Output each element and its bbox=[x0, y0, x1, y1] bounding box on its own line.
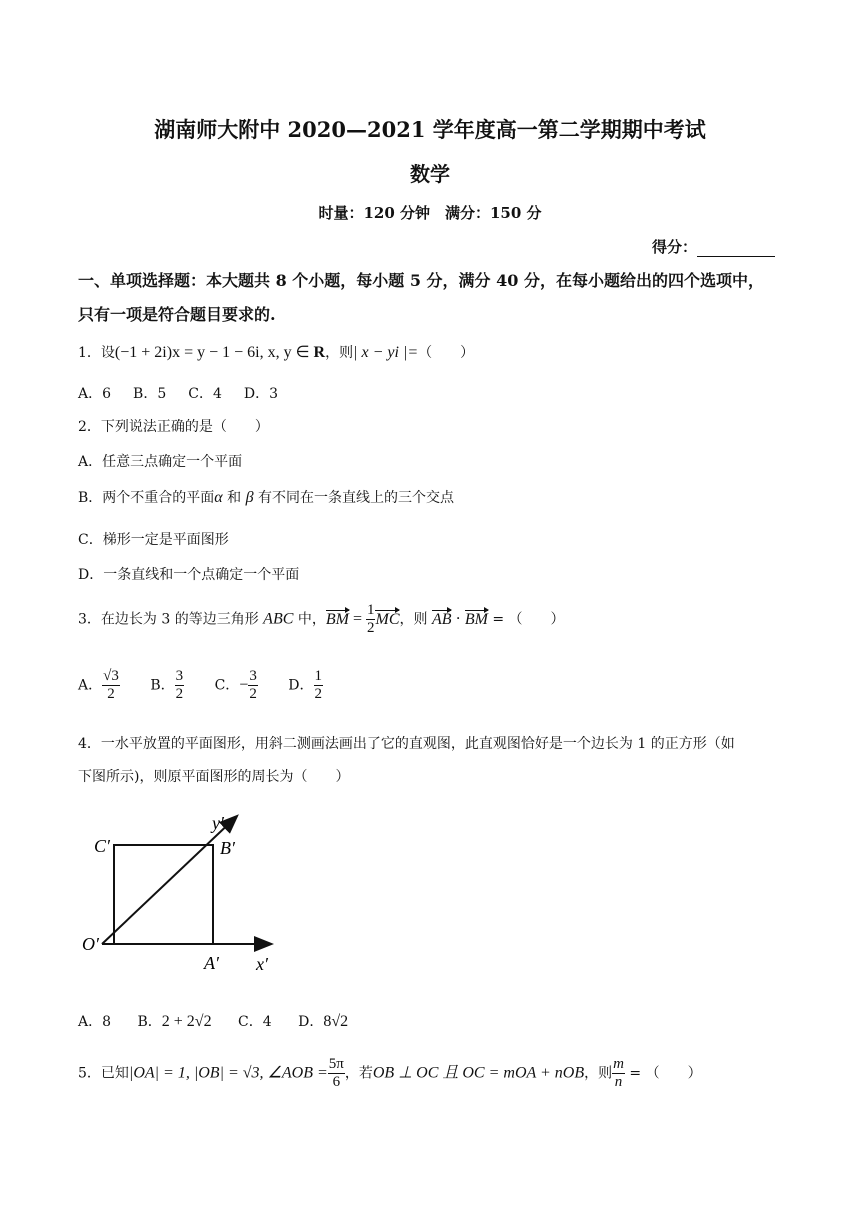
label-a-prime: A′ bbox=[204, 953, 219, 973]
q4-option-d: D．8√2 bbox=[298, 1013, 349, 1030]
q1-paren: （ ） bbox=[418, 345, 475, 361]
y-axis-diagonal bbox=[102, 817, 236, 944]
question-5-stem bbox=[78, 1056, 702, 1091]
q3-option-d: D． $\frac{1}{2}$ bbox=[288, 668, 322, 702]
question-2-stem: 2．下列说法正确的是（ ） bbox=[78, 419, 269, 435]
square-figure bbox=[114, 845, 213, 944]
q3-vector-bm: BM bbox=[325, 610, 349, 628]
time-score-info: 时量：120 分钟 满分：150 分 bbox=[318, 204, 542, 222]
q3-vector-ab: AB bbox=[431, 610, 452, 628]
question-4-line2: 下图所示)，则原平面图形的周长为（ ） bbox=[78, 769, 350, 785]
q3-option-b: B． $\frac{3}{2}$ bbox=[150, 668, 184, 702]
q2-option-d: D．一条直线和一个点确定一个平面 bbox=[78, 567, 300, 583]
question-3-options bbox=[78, 668, 323, 703]
q5-if: ，若 bbox=[344, 1065, 373, 1082]
label-c-prime: C′ bbox=[94, 836, 110, 856]
section-heading-line1: 一、单项选择题：本大题共 8 个小题，每小题 5 分，满分 40 分，在每小题给出的四个选项中， bbox=[78, 271, 764, 290]
q5-prefix: 5．已知 bbox=[78, 1065, 129, 1082]
q3-mid: 中， bbox=[293, 611, 326, 628]
q3-half: $\frac{1}{2}$ bbox=[366, 602, 375, 636]
question-4-line1: 4．一水平放置的平面图形，用斜二测画法画出了它的直观图，此直观图恰好是一个边长为 1 的正方形（如 bbox=[78, 736, 735, 752]
q2-b-suffix: 有不同在一条直线上的三个交点 bbox=[253, 490, 455, 506]
q3-equals: = bbox=[348, 610, 366, 628]
q3-option-c: C．− $\frac{3}{2}$ bbox=[214, 668, 257, 702]
q3-dot: · bbox=[451, 610, 465, 628]
q3-prefix: 3．在边长为 3 的等边三角形 bbox=[78, 611, 259, 628]
q3-equals-paren: = （ ） bbox=[487, 611, 565, 628]
q5-equals: = （ ） bbox=[624, 1065, 702, 1082]
q1-option-a: A．6 bbox=[78, 386, 112, 402]
q3-triangle: ABC bbox=[263, 610, 294, 628]
q4-option-a: A．8 bbox=[78, 1014, 112, 1030]
q4-option-b: B．2 + 2√2 bbox=[137, 1013, 212, 1030]
q4-option-c: C．4 bbox=[238, 1014, 272, 1030]
q3-vector-mc: MC bbox=[375, 610, 400, 628]
q2-b-prefix: B．两个不重合的平面 bbox=[78, 490, 215, 506]
question-3-stem bbox=[78, 602, 565, 637]
q2-option-b bbox=[78, 487, 454, 507]
label-o-prime: O′ bbox=[82, 934, 99, 954]
q5-angle-fraction: $\frac{5\pi}{6}$ bbox=[328, 1056, 344, 1090]
q2-and: 和 bbox=[222, 490, 246, 506]
q3-option-a: A． $\frac{√3}{2}$ bbox=[78, 668, 119, 702]
section-heading-line2: 只有一项是符合题目要求的. bbox=[78, 305, 276, 324]
subject-title: 数学 bbox=[410, 162, 450, 186]
score-field bbox=[652, 236, 775, 257]
q1-modulus: | x − yi |= bbox=[353, 344, 419, 361]
label-b-prime: B′ bbox=[220, 838, 235, 858]
q1-option-d: D．3 bbox=[243, 386, 278, 402]
question-4-options bbox=[78, 1011, 370, 1031]
label-y-prime: y′ bbox=[212, 813, 224, 833]
q2-option-a: A．任意三点确定一个平面 bbox=[78, 454, 243, 470]
q3-then: ，则 bbox=[399, 611, 432, 628]
question-1-stem bbox=[78, 342, 474, 362]
q1-then: ，则 bbox=[325, 345, 354, 361]
score-blank bbox=[697, 242, 775, 257]
oblique-projection-figure bbox=[74, 805, 294, 985]
q5-then: ，则 bbox=[584, 1065, 613, 1082]
score-label: 得分： bbox=[652, 238, 698, 256]
question-1-options bbox=[78, 383, 300, 403]
q5-ratio: $\frac{m}{n}$ bbox=[613, 1056, 624, 1090]
q2-beta: β bbox=[245, 489, 254, 506]
q1-option-c: C．4 bbox=[188, 386, 222, 402]
label-x-prime: x′ bbox=[256, 954, 268, 974]
q1-real-set: R bbox=[313, 344, 326, 361]
q1-expression: (−1 + 2i)x = y − 1 − 6i, x, y ∈ bbox=[114, 344, 314, 361]
q1-option-b: B．5 bbox=[133, 386, 167, 402]
q3-vector-bm-2: BM bbox=[464, 610, 488, 628]
q5-condition: OB ⊥ OC 且 OC = mOA + nOB bbox=[372, 1064, 585, 1082]
q5-given: |OA| = 1, |OB| = √3, ∠AOB = bbox=[128, 1064, 328, 1082]
exam-title: 湖南师大附中 2020—2021 学年度高一第二学期期中考试 bbox=[154, 117, 706, 142]
q1-number: 1．设 bbox=[78, 345, 115, 361]
q2-alpha: α bbox=[214, 489, 223, 506]
q2-option-c: C．梯形一定是平面图形 bbox=[78, 532, 229, 548]
